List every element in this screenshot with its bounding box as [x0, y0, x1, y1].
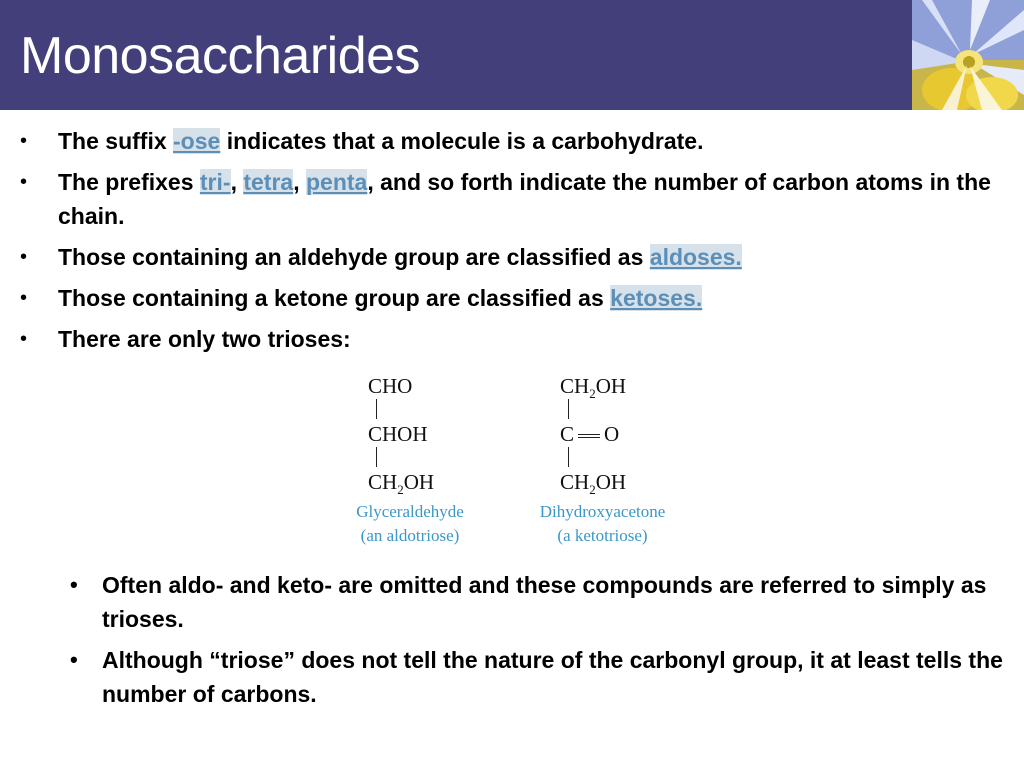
compound-name: Glyceraldehyde	[356, 502, 464, 521]
bullet-triose-note	[70, 643, 1010, 711]
bullet-prefixes	[20, 165, 1000, 233]
main-bullet-list	[20, 124, 1000, 363]
keyword-penta-link[interactable]: penta	[305, 169, 368, 195]
title-bar	[0, 0, 1024, 110]
quoted-word: triose	[220, 647, 284, 673]
keyword-tri-link[interactable]: tri-	[199, 169, 231, 195]
double-bond-line	[578, 434, 600, 438]
separator: ,	[230, 169, 244, 195]
bullet-text: does not tell the nature of the carbonyl group, it at least tells the number of carbons.	[102, 647, 1003, 707]
keyword-aldoses-link[interactable]: aldoses.	[649, 244, 742, 270]
keyword-ose-link[interactable]: -ose	[173, 128, 221, 154]
bullet-text: The suffix	[58, 128, 174, 154]
glyceraldehyde-ch2oh: $CH_2OH$	[368, 470, 435, 498]
bullet-text: Often aldo- and keto- are omitted and these compounds are referred to simply as trioses.	[102, 572, 987, 632]
bullet-text: Those containing a ketone group are classified as	[58, 285, 611, 311]
slide-title: Monosaccharides	[20, 27, 421, 85]
bullet-suffix	[20, 124, 1000, 158]
dihydroxyacetone-carbonyl: C O	[560, 422, 620, 446]
compound-name: Dihydroxyacetone	[539, 502, 666, 521]
bullet-text: indicates that a molecule is a carbohydrate.	[220, 128, 704, 154]
dihydroxyacetone-ch2oh-bottom: $CH_2OH$	[560, 470, 627, 498]
compound-class: (an aldotriose)	[360, 526, 460, 545]
bullet-aldoses	[20, 240, 1000, 274]
bullet-omitted	[70, 568, 1010, 636]
single-bond-line	[568, 399, 569, 419]
bullet-text: Those containing an aldehyde group are classified as	[58, 244, 650, 270]
open-quote: “	[209, 647, 221, 673]
glyceraldehyde-cho: CHO	[368, 374, 413, 398]
flower-image	[912, 0, 1024, 110]
flower-illustration	[912, 0, 1024, 110]
bullet-ketoses	[20, 281, 1000, 315]
triose-structures-diagram	[330, 372, 710, 552]
bullet-text: There are only two trioses:	[58, 326, 351, 352]
compound-class: (a ketotriose)	[557, 526, 648, 545]
separator: ,	[293, 169, 306, 195]
close-quote: ”	[283, 647, 295, 673]
secondary-bullet-list	[70, 568, 1010, 718]
bullet-text: , and so forth indicate the number of carbon atoms in the chain.	[58, 169, 991, 229]
dihydroxyacetone-caption	[515, 500, 690, 548]
glyceraldehyde-choh: CHOH	[368, 422, 428, 446]
dihydroxyacetone-ch2oh-top: $CH_2OH$	[560, 374, 627, 402]
keyword-ketoses-link[interactable]: ketoses.	[610, 285, 703, 311]
bullet-text: The prefixes	[58, 169, 200, 195]
single-bond-line	[376, 447, 377, 467]
keyword-tetra-link[interactable]: tetra	[243, 169, 294, 195]
bullet-trioses	[20, 322, 1000, 356]
glyceraldehyde-caption	[330, 500, 490, 548]
single-bond-line	[376, 399, 377, 419]
bullet-text: Although	[102, 647, 210, 673]
single-bond-line	[568, 447, 569, 467]
